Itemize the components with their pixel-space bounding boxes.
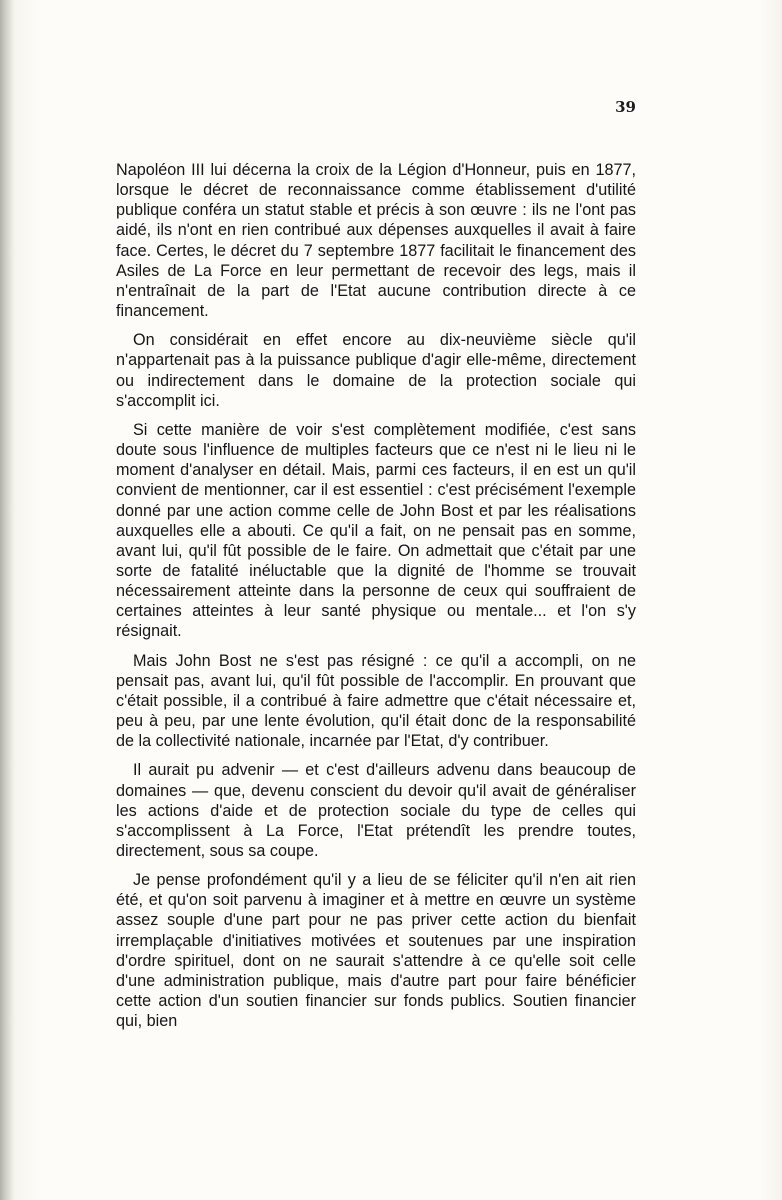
paragraph-5: Il aurait pu advenir — et c'est d'ailleurs advenu dans beaucoup de domaines — que, devenu conscient du devoir qu'il avait de généraliser les actions d'aide et de protection sociale du type de celles qui s'accomplissent à La Force, l'Etat prétendît les prendre toutes, directement, sous sa coupe.	[116, 761, 636, 860]
page-number: 39	[615, 98, 636, 116]
paragraph-6: Je pense profondément qu'il y a lieu de se féliciter qu'il n'en ait rien été, et qu'on soit parvenu à imaginer et à mettre en œuvre un système assez souple d'une part pour ne pas priver cette action du bienfait irremplaçable d'initiatives motivées et soutenues par une inspiration d'ordre spirituel, dont on ne saurait s'attendre à ce qu'elle soit celle d'une administration publique, mais d'autre part pour faire bénéficier cette action d'un soutien financier sur fonds publics. Soutien financier qui, bien	[116, 871, 636, 1031]
body-text	[116, 160, 636, 1040]
paragraph-2: On considérait en effet encore au dix-neuvième siècle qu'il n'appartenait pas à la puissance publique d'agir elle-même, directement ou indirectement dans le domaine de la protection sociale qui s'accomplit ici.	[116, 331, 636, 410]
paragraph-4: Mais John Bost ne s'est pas résigné : ce qu'il a accompli, on ne pensait pas, avant lui, qu'il fût possible de l'accomplir. En prouvant que c'était possible, il a contribué à faire admettre que c'était nécessaire et, peu à peu, par une lente évolution, qu'il était donc de la responsabilité de la collectivité nationale, incarnée par l'Etat, d'y contribuer.	[116, 651, 636, 751]
paragraph-1: Napoléon III lui décerna la croix de la Légion d'Honneur, puis en 1877, lorsque le décret de reconnaissance comme établissement d'utilité publique conféra un statut stable et précis à son œuvre : ils ne l'ont pas aidé, ils n'ont en rien contribué aux dépenses auxquelles il avait à faire face. Certes, le décret du 7 septembre 1877 facilitait le financement des Asiles de La Force en leur permettant de recevoir des legs, mais il n'entraînait de la part de l'Etat aucune contribution directe à ce financement.	[116, 161, 636, 321]
binding-shadow	[0, 0, 14, 1200]
paragraph-3: Si cette manière de voir s'est complètement modifiée, c'est sans doute sous l'influence de multiples facteurs que ce n'est ni le lieu ni le moment d'analyser en détail. Mais, parmi ces facteurs, il en est un qu'il convient de mentionner, car il est essentiel : c'est précisément l'exemple donné par une action comme celle de John Bost et par les réalisations auxquelles elle a abouti. Ce qu'il a fait, on ne pensait pas en somme, avant lui, qu'il fût possible de le faire. On admettait que c'était par une sorte de fatalité inéluctable que la dignité de l'homme se trouvait nécessairement atteinte dans la personne de ceux qui souffraient de certaines atteintes à leur santé physique ou mentale... et l'on s'y résignait.	[116, 420, 636, 641]
